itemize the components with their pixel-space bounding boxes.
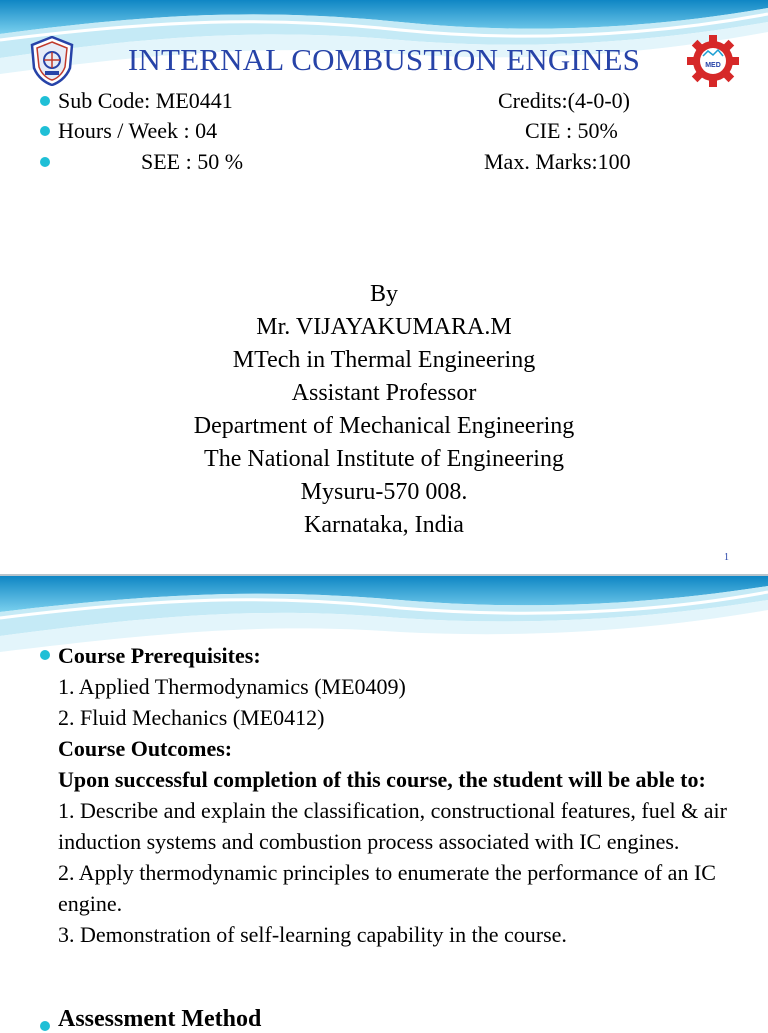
- outcome-item: 3. Demonstration of self-learning capability in the course.: [58, 922, 567, 947]
- bullet-row-see: [40, 147, 740, 177]
- assessment-heading-partial: Assessment Method: [58, 1006, 262, 1032]
- author-city: Mysuru-570 008.: [300, 479, 468, 505]
- author-byline: [0, 278, 768, 542]
- credits-text: Credits:(4-0-0): [498, 88, 630, 113]
- prerequisite-item: 2. Fluid Mechanics (ME0412): [58, 705, 325, 730]
- sub-code-text: Sub Code: ME0441: [58, 88, 233, 113]
- outcomes-intro: Upon successful completion of this course, the student will be able to:: [58, 767, 706, 792]
- outcome-item: 1. Describe and explain the classification, constructional features, fuel & air induction systems and combustion process associated with IC engines.: [58, 798, 727, 854]
- cie-text: CIE : 50%: [525, 118, 618, 143]
- course-details: [58, 640, 758, 950]
- med-gear-logo-icon: [686, 34, 740, 88]
- slide-title: INTERNAL COMBUSTION ENGINES: [127, 42, 641, 77]
- hours-week-text: Hours / Week : 04: [58, 118, 218, 143]
- bullet-row-sub-code: [40, 86, 740, 116]
- bullet-row-hours: [40, 116, 740, 146]
- author-name: Mr. VIJAYAKUMARA.M: [256, 314, 512, 340]
- prerequisite-item: 1. Applied Thermodynamics (ME0409): [58, 674, 406, 699]
- bullet-icon: [40, 126, 50, 136]
- author-institute: The National Institute of Engineering: [204, 446, 564, 472]
- max-marks-text: Max. Marks:100: [484, 149, 631, 174]
- see-text: SEE : 50 %: [141, 149, 244, 174]
- med-logo-text: MED: [705, 62, 721, 69]
- bullet-icon: [40, 96, 50, 106]
- outcome-item: 2. Apply thermodynamic principles to enumerate the performance of an IC engine.: [58, 860, 716, 916]
- page-number: 1: [724, 552, 729, 563]
- byline-by: By: [369, 281, 398, 307]
- outcomes-heading: Course Outcomes:: [58, 736, 233, 761]
- author-qualification: MTech in Thermal Engineering: [232, 347, 536, 373]
- author-department: Department of Mechanical Engineering: [193, 413, 575, 439]
- author-state: Karnataka, India: [304, 512, 464, 538]
- bullet-icon: [40, 1021, 50, 1031]
- bullet-icon: [40, 650, 50, 660]
- bullet-icon: [40, 157, 50, 167]
- author-designation: Assistant Professor: [291, 380, 477, 406]
- prerequisites-heading: Course Prerequisites:: [58, 643, 261, 668]
